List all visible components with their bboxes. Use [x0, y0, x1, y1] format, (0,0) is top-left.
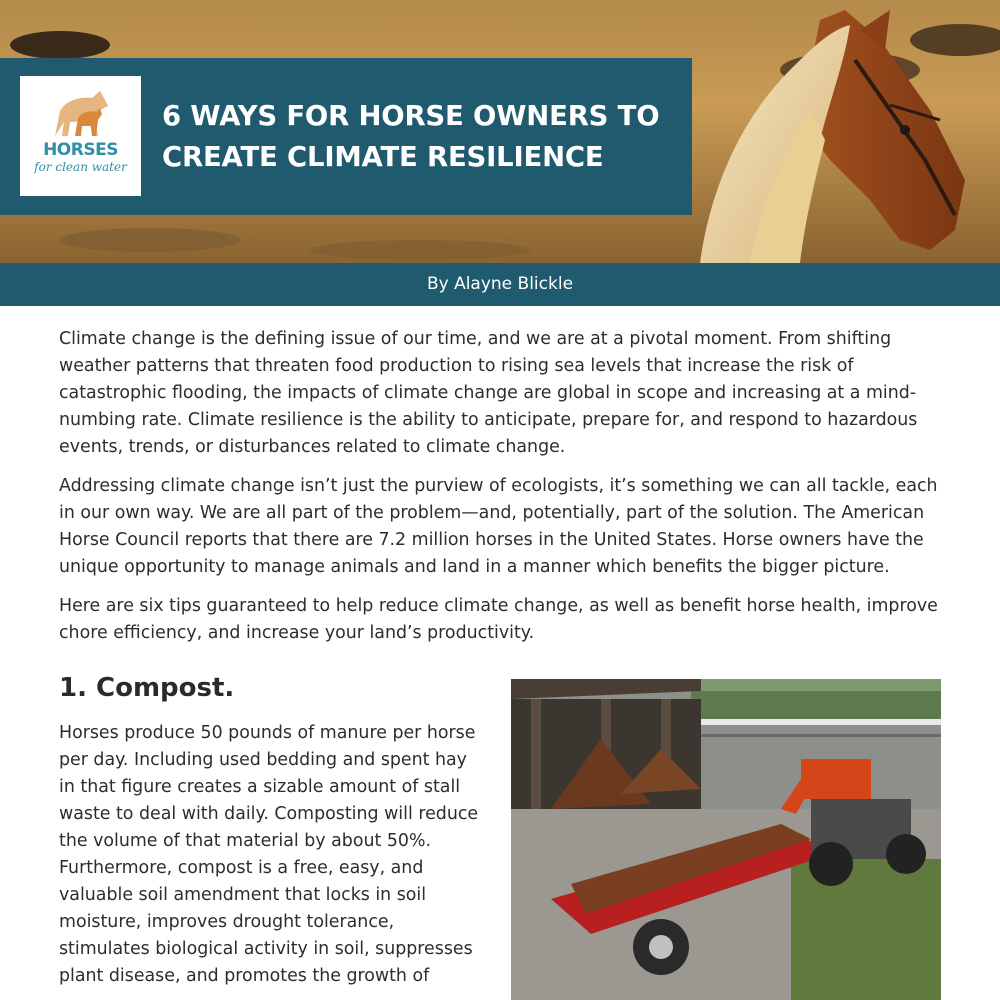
- intro-paragraph-2: Addressing climate change isn’t just the purview of ecologists, it’s something we can all tackle, each in our own way. We are all part of the problem—and, potentially, part of the solution. The American Horse Council reports that there are 7.2 million horses in the United States. Horse owners have the unique opportunity to manage animals and land in a manner which benefits the bigger picture.: [59, 476, 938, 577]
- section-heading-compost: 1. Compost.: [59, 673, 235, 703]
- compost-spreader-photo: [511, 679, 941, 1000]
- page-title-line-1: 6 WAYS FOR HORSE OWNERS TO: [162, 100, 660, 132]
- byline: By Alayne Blickle: [0, 263, 1000, 306]
- section-text-compost: Horses produce 50 pounds of manure per horse per day. Including used bedding and spent hay in that figure creates a sizable amount of stall waste to deal with daily. Composting will reduce the volume of that material by about 50%. Furthermore, compost is a free, easy, and valuable soil amendment that locks in soil moisture, improves drought tolerance, stimulates biological activity in soil, suppresses plant disease, and promotes the growth of: [59, 723, 479, 986]
- horses-for-clean-water-logo: [20, 76, 141, 196]
- intro-paragraph-1: Climate change is the defining issue of our time, and we are at a pivotal moment. From shifting weather patterns that threaten food production to rising sea levels that increase the risk of catastrophic flooding, the impacts of climate change are global in scope and increasing at a mind-numbing rate. Climate resilience is the ability to anticipate, prepare for, and respond to hazardous events, trends, or disturbances related to climate change.: [59, 329, 918, 457]
- compost-photo: [511, 679, 941, 1000]
- page-title: [162, 96, 659, 178]
- horse-logo-icon: [20, 76, 141, 146]
- logo-tagline: for clean water: [34, 160, 127, 174]
- page-title-line-2: CREATE CLIMATE RESILIENCE: [162, 141, 604, 173]
- intro-paragraph-3: Here are six tips guaranteed to help reduce climate change, as well as benefit horse health, improve chore efficiency, and increase your land’s productivity.: [59, 596, 938, 643]
- article-intro: [59, 326, 944, 659]
- logo-wordmark: HORSES: [43, 140, 118, 160]
- title-banner: [0, 58, 692, 215]
